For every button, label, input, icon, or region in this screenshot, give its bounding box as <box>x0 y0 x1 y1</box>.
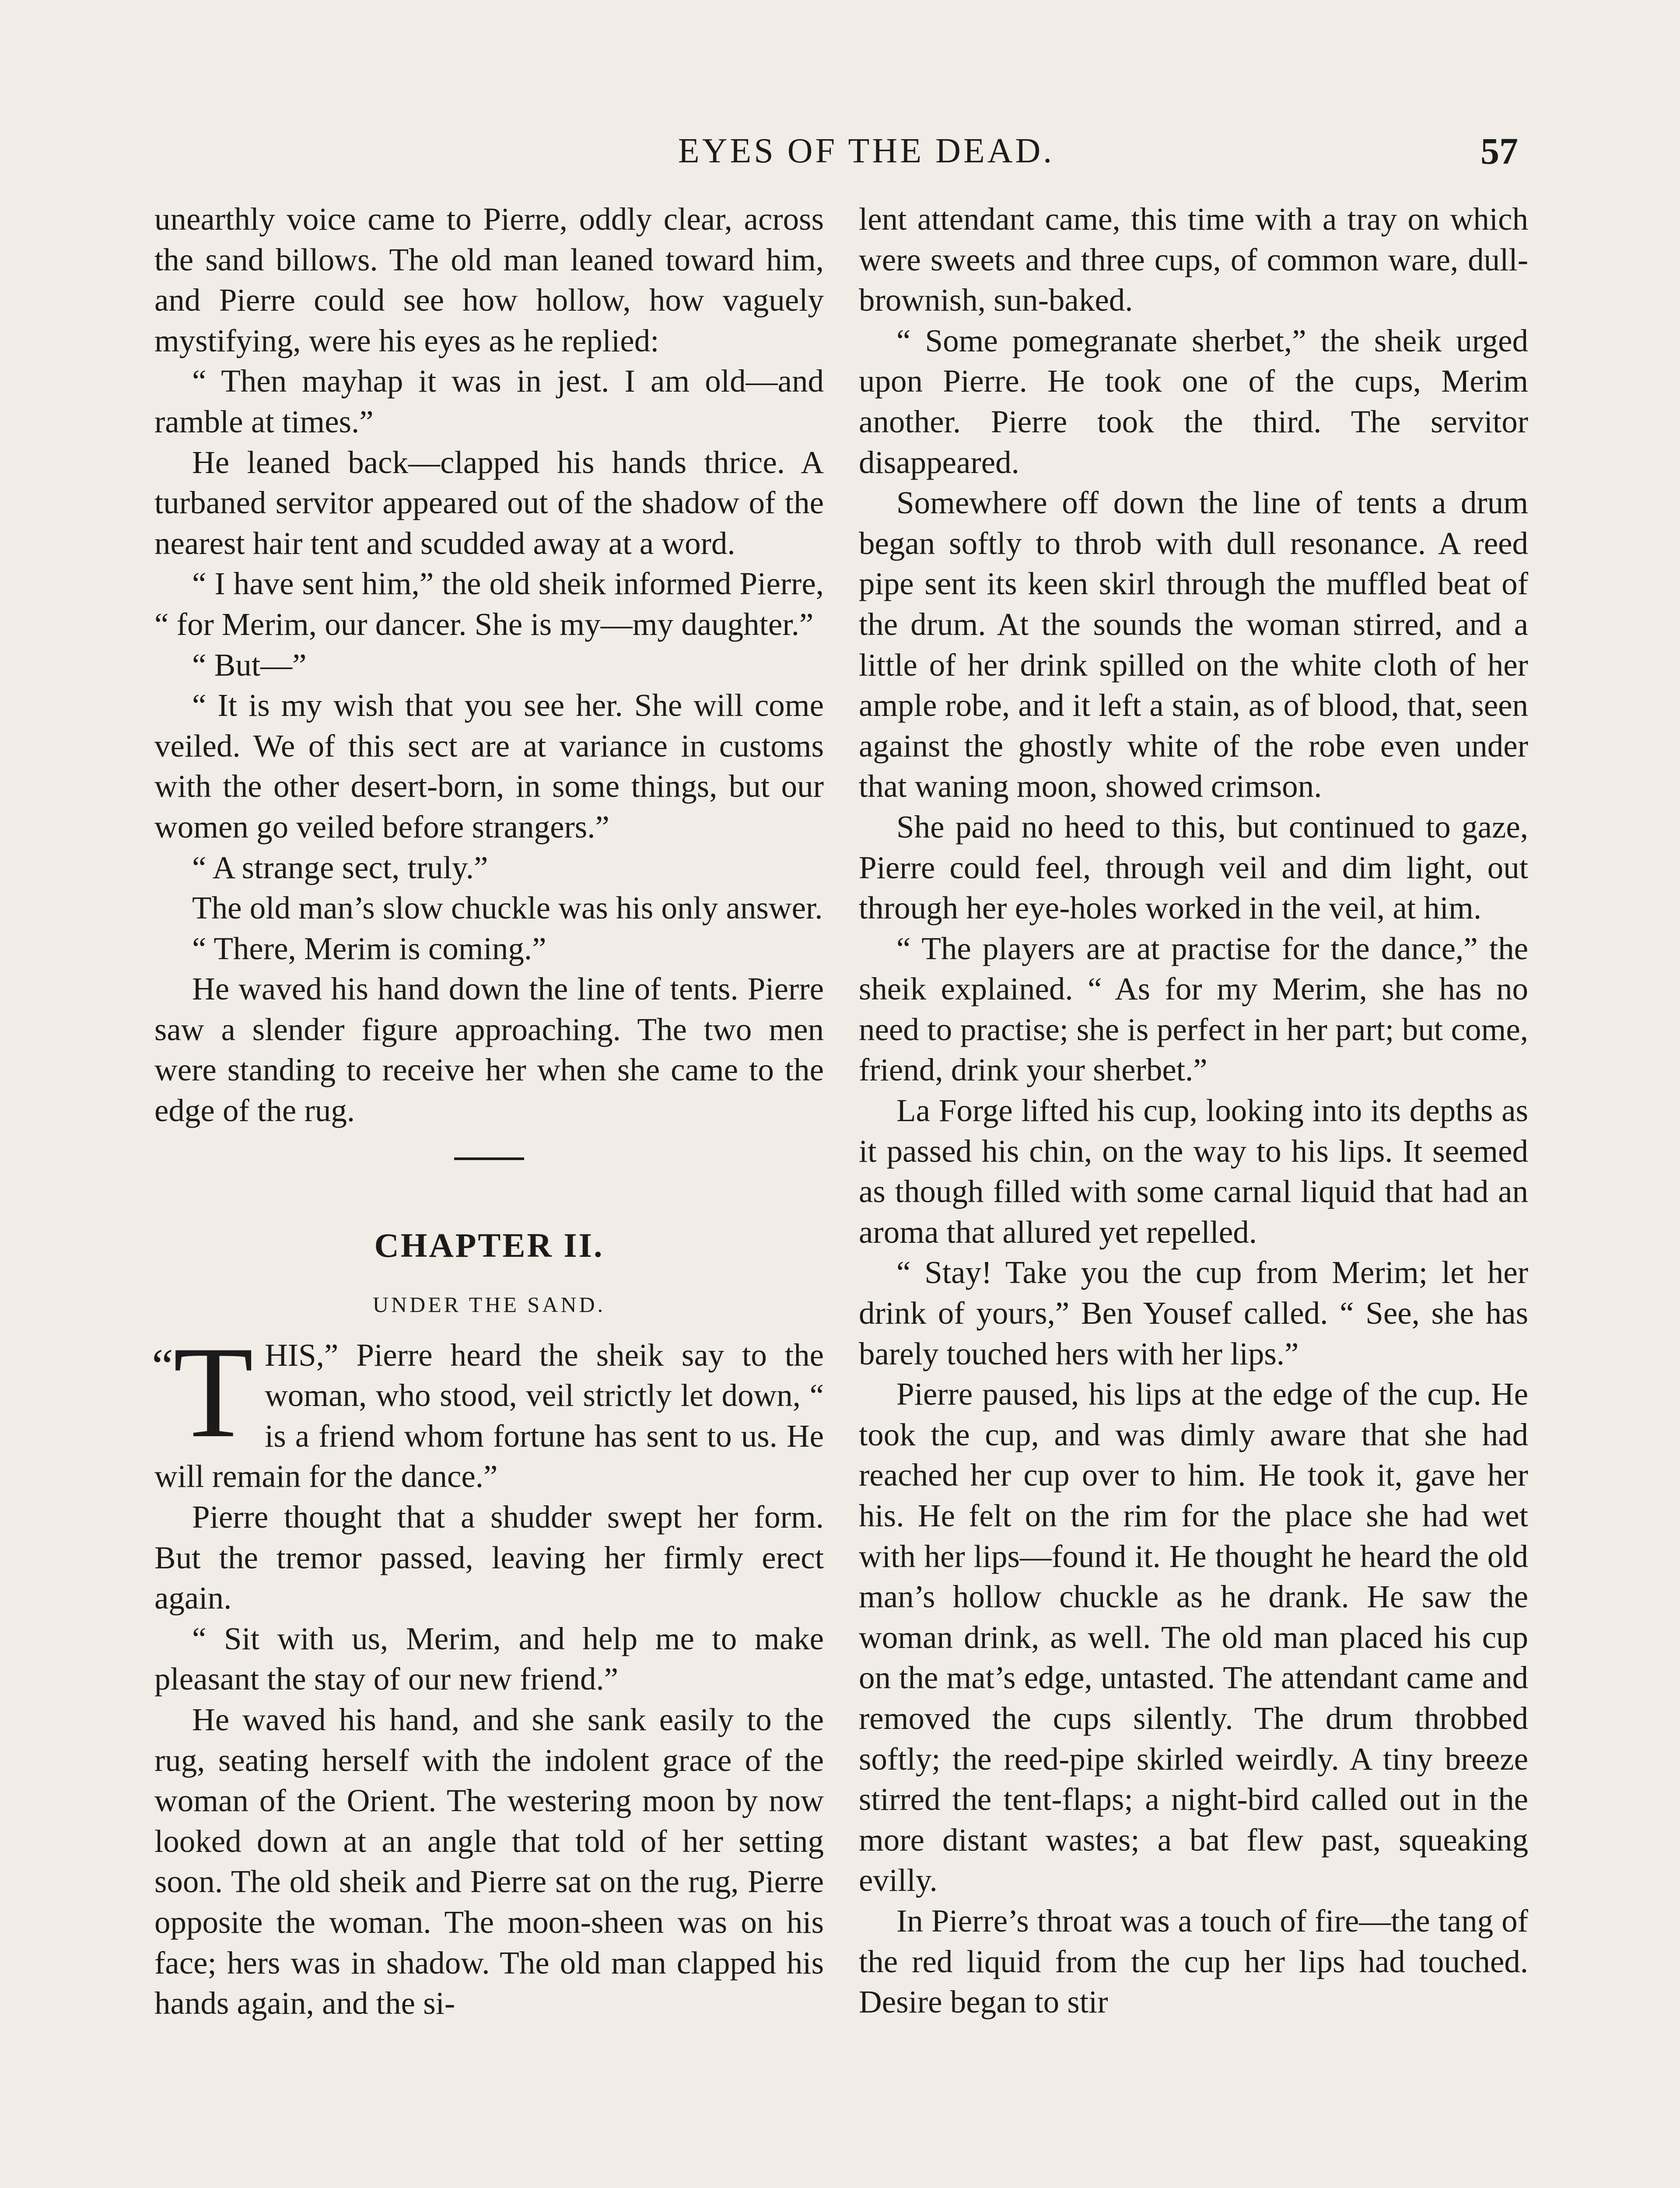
paragraph: He waved his hand, and she sank easily to the rug, seating herself with the indolent grace of the woman of the Orient. The westering moon by now looked down at an angle that told of her setting soon. The old sheik and Pierre sat on the rug, Pierre opposite the woman. The moon-sheen was on his face; hers was in shadow. The old man clapped his hands again, and the si- <box>154 1702 824 2021</box>
drop-cap-initial: T <box>173 1319 254 1465</box>
paragraph: “ It is my wish that you see her. She will come veiled. We of this sect are at variance in customs with the other desert-born, in some things, but our women go veiled before strangers.” <box>154 687 824 845</box>
paragraph: The old man’s slow chuckle was his only answer. <box>192 890 823 926</box>
paragraph: She paid no heed to this, but continued to gaze, Pierre could feel, through veil and dim light, out through her eye-holes worked in the veil, at him. <box>859 809 1528 926</box>
paragraph: lent attendant came, this time with a tray on which were sweets and three cups, of common ware, dull-brownish, sun-baked. <box>859 201 1528 318</box>
paragraph: “ Sit with us, Merim, and help me to make pleasant the stay of our new friend.” <box>154 1620 824 1697</box>
drop-cap-letter <box>152 1319 254 1465</box>
running-head: EYES OF THE DEAD. <box>678 132 1055 170</box>
chapter-title: CHAPTER II. <box>374 1226 604 1264</box>
paragraph: He waved his hand down the line of tents. Pierre saw a slender figure approaching. The two men were standing to receive her when she came to the edge of the rug. <box>154 971 824 1129</box>
dropcap-paragraph-text: HIS,” Pierre heard the sheik say to the woman, who stood, veil strictly let down, “ is a friend whom fortune has sent to us. He will remain for the dance.” <box>154 1337 824 1494</box>
paragraph: In Pierre’s throat was a touch of fire—the tang of the red liquid from the cup her lips had touched. Desire began to stir <box>859 1903 1528 2020</box>
dropcap-paragraph <box>152 1319 824 1497</box>
section-divider <box>454 1157 524 1160</box>
paragraph: “ But—” <box>192 647 307 683</box>
right-column <box>859 199 1528 2023</box>
chapter-subtitle: UNDER THE SAND. <box>372 1292 606 1317</box>
drop-cap-quote: “ <box>152 1339 173 1392</box>
left-column <box>154 199 824 2024</box>
paragraph: La Forge lifted his cup, looking into its depths as it passed his chin, on the way to his lips. It seemed as though filled with some carnal liquid that had an aroma that allured yet repelled. <box>859 1093 1528 1250</box>
paragraph: “ Some pomegranate sherbet,” the sheik urged upon Pierre. He took one of the cups, Merim another. Pierre took the third. The servitor disappeared. <box>859 323 1528 480</box>
paragraph: “ Stay! Take you the cup from Merim; let her drink of yours,” Ben Yousef called. “ See, she has barely touched hers with her lips.” <box>859 1255 1528 1371</box>
paragraph: “ Then mayhap it was in jest. I am old—and ramble at times.” <box>154 363 824 439</box>
paragraph: “ There, Merim is coming.” <box>192 930 546 966</box>
page-number: 57 <box>1480 130 1518 172</box>
page-header <box>0 127 1680 175</box>
paragraph: “ The players are at practise for the dance,” the sheik explained. “ As for my Merim, she has no need to practise; she is perfect in her part; but come, friend, drink your sherbet.” <box>859 930 1528 1088</box>
paragraph: Somewhere off down the line of tents a drum began softly to throb with dull resonance. A reed pipe sent its keen skirl through the muffled beat of the drum. At the sounds the woman stirred, and a little of her drink spilled on the white cloth of her ample robe, and it left a stain, as of blood, that, seen against the ghostly white of the robe even under that waning moon, showed crimson. <box>859 485 1528 804</box>
paragraph: “ I have sent him,” the old sheik informed Pierre, “ for Merim, our dancer. She is my—my daughter.” <box>154 566 824 642</box>
paragraph: He leaned back—clapped his hands thrice. A turbaned servitor appeared out of the shadow of the nearest hair tent and scudded away at a word. <box>154 444 824 561</box>
paragraph: unearthly voice came to Pierre, oddly clear, across the sand billows. The old man leaned toward him, and Pierre could see how hollow, how vaguely mystifying, were his eyes as he replied: <box>154 201 824 358</box>
paragraph: Pierre thought that a shudder swept her form. But the tremor passed, leaving her firmly erect again. <box>154 1499 824 1616</box>
paragraph: Pierre paused, his lips at the edge of the cup. He took the cup, and was dimly aware that she had reached her cup over to him. He took it, gave her his. He felt on the rim for the place she had wet with her lips—found it. He thought he heard the old man’s hollow chuckle as he drank. He saw the woman drink, as well. The old man placed his cup on the mat’s edge, untasted. The attendant came and removed the cups silently. The drum throbbed softly; the reed-pipe skirled weirdly. A tiny breeze stirred the tent-flaps; a night-bird called out in the more distant wastes; a bat flew past, squeaking evilly. <box>859 1376 1528 1898</box>
paragraph: “ A strange sect, truly.” <box>192 849 488 885</box>
